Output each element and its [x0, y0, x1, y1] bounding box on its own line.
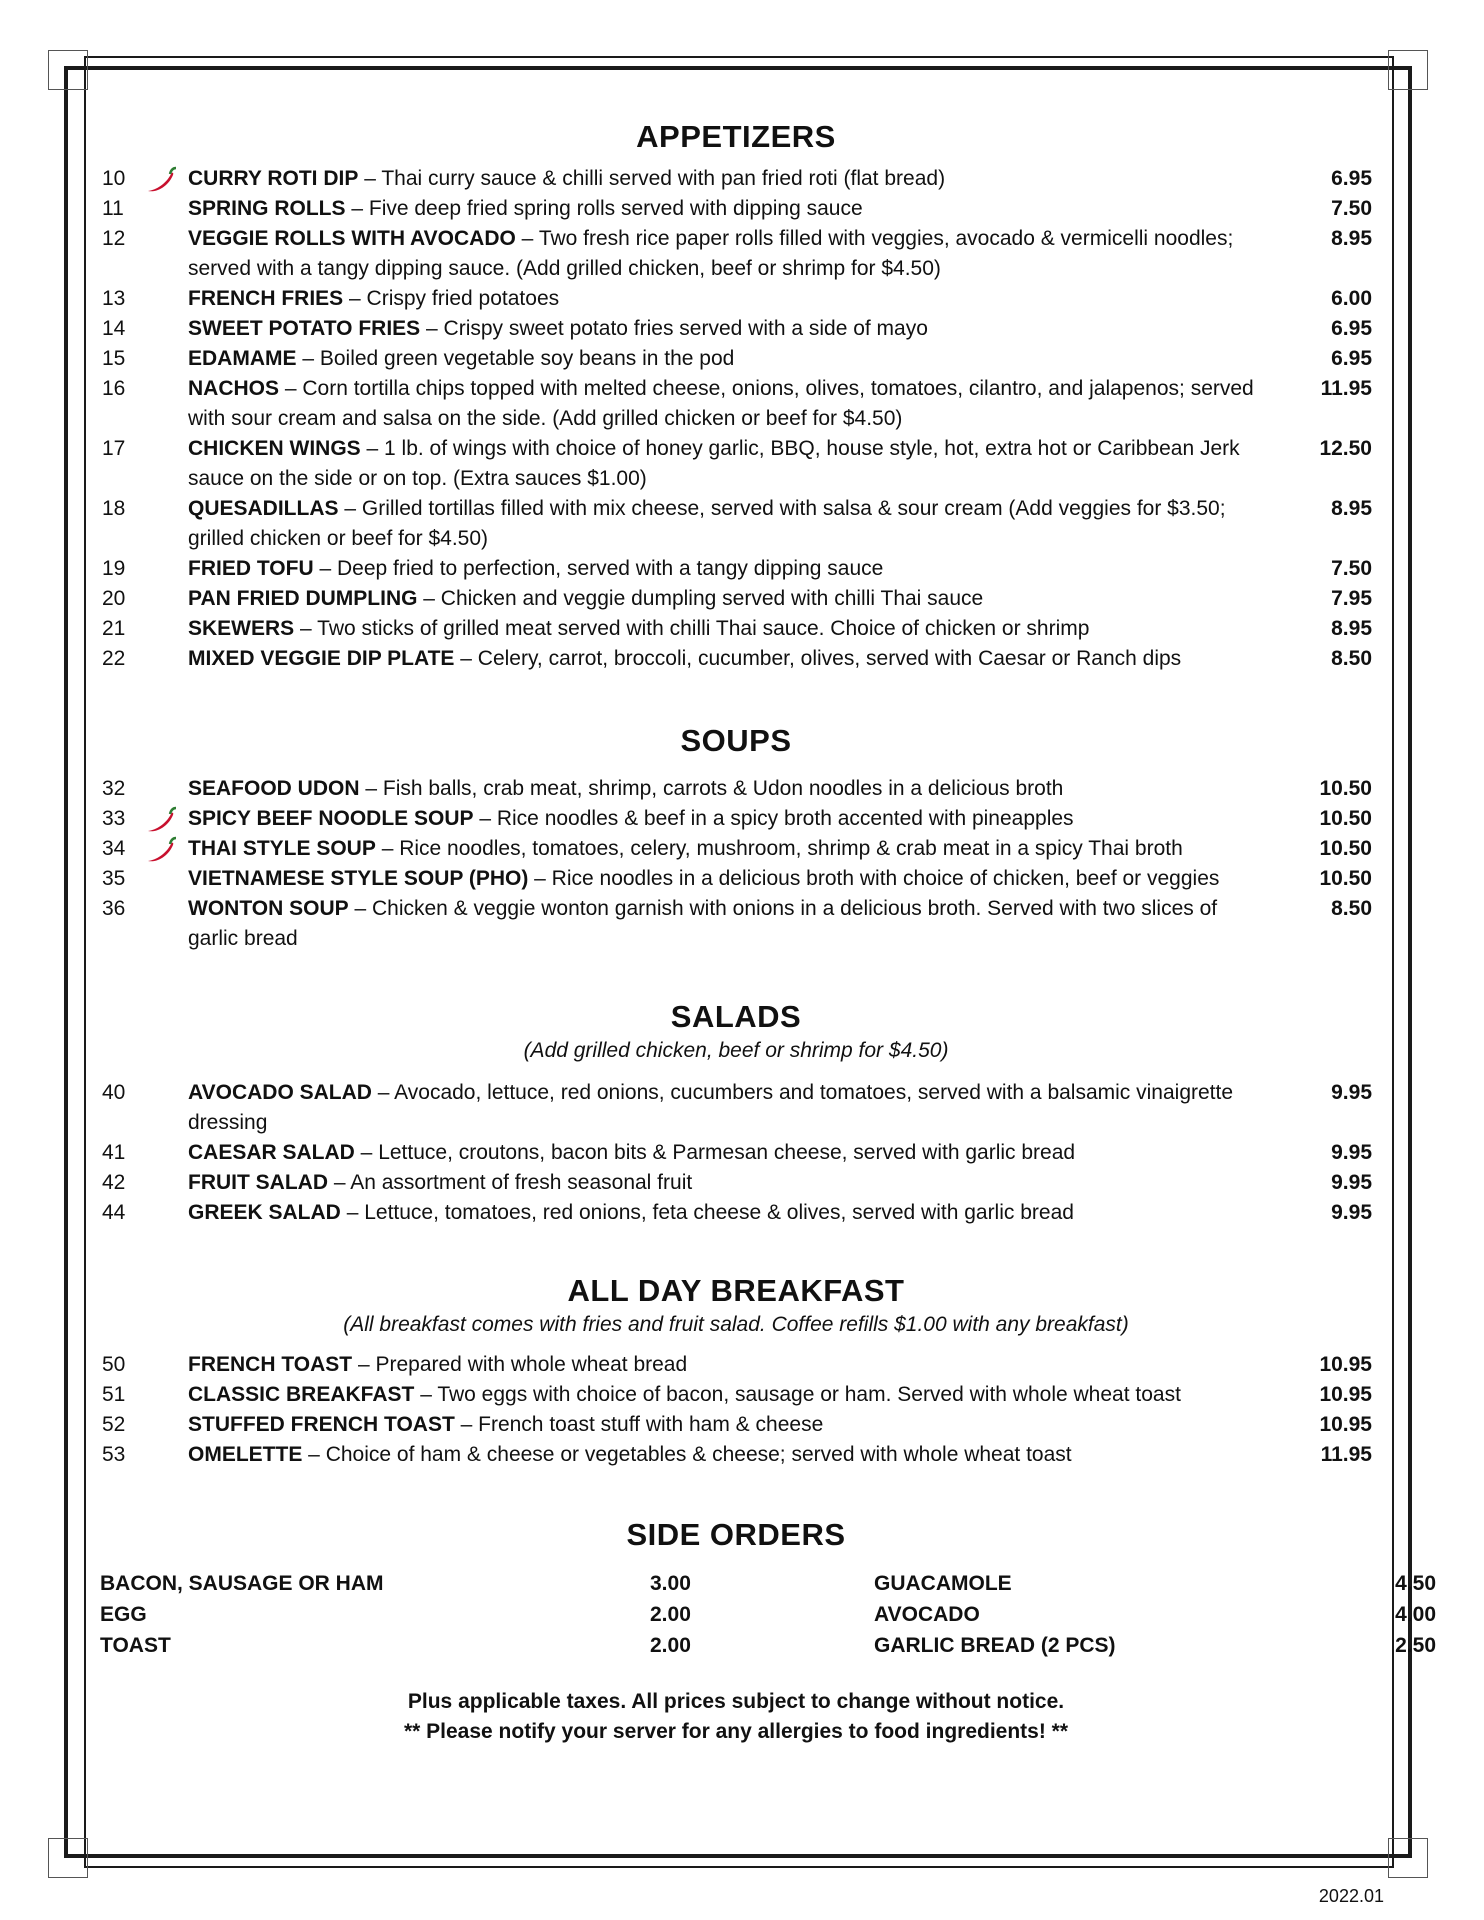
menu-item [100, 284, 1372, 314]
item-details: – Grilled tortillas filled with mix cheese, served with salsa & sour cream (Add veggies for $3.50; grilled chicken or beef for $4.50) [188, 497, 1226, 550]
appetizers-title: APPETIZERS [636, 119, 836, 154]
item-name: STUFFED FRENCH TOAST [188, 1413, 455, 1436]
spicy-indicator-slot [140, 314, 188, 344]
side-item-price: 2.50 [1395, 1634, 1436, 1657]
item-name: PAN FRIED DUMPLING [188, 587, 418, 610]
item-name: SKEWERS [188, 617, 295, 640]
menu-version: 2022.01 [1318, 1886, 1384, 1906]
item-description [188, 1198, 1260, 1228]
appetizers-list [100, 164, 1372, 674]
item-number: 42 [102, 1171, 126, 1194]
item-description [188, 554, 1260, 584]
spicy-indicator-slot [140, 374, 188, 434]
menu-content [100, 118, 1436, 1747]
item-number: 12 [102, 227, 126, 250]
item-name: CHICKEN WINGS [188, 437, 361, 460]
side-item-name: EGG [100, 1603, 147, 1626]
item-name: NACHOS [188, 377, 280, 400]
item-price: 10.50 [1319, 837, 1372, 860]
spicy-indicator-slot [140, 1198, 188, 1228]
item-price: 8.95 [1331, 617, 1372, 640]
side-item-name: GARLIC BREAD (2 PCS) [874, 1634, 1116, 1657]
item-number: 11 [102, 197, 124, 220]
salads-section [100, 998, 1372, 1228]
item-name: AVOCADO SALAD [188, 1081, 372, 1104]
item-description [188, 774, 1260, 804]
item-details: – Rice noodles in a delicious broth with choice of chicken, beef or veggies [528, 867, 1220, 890]
item-description [188, 834, 1260, 864]
item-description [188, 644, 1260, 674]
spicy-indicator-slot [140, 894, 188, 954]
item-price: 6.95 [1331, 317, 1372, 340]
item-details: – Chicken & veggie wonton garnish with onions in a delicious broth. Served with two slices of garlic bread [188, 897, 1218, 950]
item-price: 10.50 [1319, 867, 1372, 890]
item-details: – Rice noodles, tomatoes, celery, mushroom, shrimp & crab meat in a spicy Thai broth [375, 837, 1183, 860]
item-number: 44 [102, 1201, 126, 1224]
menu-item [100, 1168, 1372, 1198]
item-name: CLASSIC BREAKFAST [188, 1383, 415, 1406]
item-number: 53 [102, 1443, 126, 1466]
item-name: OMELETTE [188, 1443, 303, 1466]
item-details: – Corn tortilla chips topped with melted cheese, onions, olives, tomatoes, cilantro, and jalapenos; served with sour cream and salsa on the side. (Add grilled chicken or beef for $4.50) [188, 377, 1254, 430]
item-price: 9.95 [1331, 1141, 1372, 1164]
item-price: 6.95 [1331, 347, 1372, 370]
menu-item [100, 194, 1372, 224]
item-description [188, 1350, 1260, 1380]
menu-item [100, 1350, 1372, 1380]
spicy-indicator-slot [140, 644, 188, 674]
item-name: VEGGIE ROLLS WITH AVOCADO [188, 227, 516, 250]
item-number: 32 [102, 777, 126, 800]
menu-item [100, 374, 1372, 434]
side-item-price: 4.50 [1395, 1572, 1436, 1595]
item-description [188, 434, 1260, 494]
item-description [188, 804, 1260, 834]
item-name: QUESADILLAS [188, 497, 339, 520]
chili-pepper-icon [140, 804, 188, 834]
item-description [188, 1410, 1260, 1440]
menu-item [100, 554, 1372, 584]
item-name: FRIED TOFU [188, 557, 314, 580]
item-description [188, 494, 1260, 554]
spicy-indicator-slot [140, 1078, 188, 1138]
side-orders-title: SIDE ORDERS [626, 1517, 846, 1552]
appetizers-section [100, 118, 1372, 674]
side-item-price: 4.00 [1395, 1603, 1436, 1626]
side-orders-section [100, 1516, 1436, 1661]
item-price: 8.50 [1331, 647, 1372, 670]
spicy-indicator-slot [140, 1410, 188, 1440]
item-details: – Lettuce, tomatoes, red onions, feta cheese & olives, served with garlic bread [340, 1201, 1074, 1224]
item-number: 34 [102, 837, 126, 860]
side-item-name: GUACAMOLE [874, 1572, 1012, 1595]
item-details: – Chicken and veggie dumpling served with chilli Thai sauce [417, 587, 984, 610]
item-name: SEAFOOD UDON [188, 777, 360, 800]
item-description [188, 1168, 1260, 1198]
item-number: 16 [102, 377, 126, 400]
spicy-indicator-slot [140, 344, 188, 374]
item-details: – Five deep fried spring rolls served with dipping sauce [345, 197, 863, 220]
item-description [188, 194, 1260, 224]
chili-pepper-icon [140, 164, 188, 194]
menu-item [100, 1380, 1372, 1410]
item-details: – Prepared with whole wheat bread [352, 1353, 688, 1376]
menu-item [100, 614, 1372, 644]
spicy-indicator-slot [140, 1168, 188, 1198]
item-number: 20 [102, 587, 126, 610]
item-number: 36 [102, 897, 126, 920]
item-name: WONTON SOUP [188, 897, 349, 920]
soups-title: SOUPS [680, 723, 792, 758]
item-number: 50 [102, 1353, 126, 1376]
item-price: 9.95 [1331, 1201, 1372, 1224]
frame-corner-bottom-right [1388, 1838, 1428, 1878]
item-name: VIETNAMESE STYLE SOUP (PHO) [188, 867, 529, 890]
item-name: SWEET POTATO FRIES [188, 317, 421, 340]
item-details: – Choice of ham & cheese or vegetables & cheese; served with whole wheat toast [302, 1443, 1072, 1466]
frame-corner-bottom-left [48, 1838, 88, 1878]
breakfast-list [100, 1350, 1372, 1470]
item-details: – Rice noodles & beef in a spicy broth accented with pineapples [473, 807, 1074, 830]
item-details: – Celery, carrot, broccoli, cucumber, olives, served with Caesar or Ranch dips [454, 647, 1182, 670]
item-details: – Lettuce, croutons, bacon bits & Parmesan cheese, served with garlic bread [354, 1141, 1076, 1164]
footer-allergy-note: ** Please notify your server for any allergies to food ingredients! ** [403, 1720, 1069, 1743]
item-description [188, 344, 1260, 374]
spicy-indicator-slot [140, 284, 188, 314]
menu-footer [100, 1687, 1372, 1747]
spicy-indicator-slot [140, 584, 188, 614]
item-price: 10.50 [1319, 807, 1372, 830]
item-details: – Thai curry sauce & chilli served with pan fried roti (flat bread) [358, 167, 946, 190]
menu-item [100, 224, 1372, 284]
menu-item [100, 864, 1372, 894]
item-price: 8.95 [1331, 227, 1372, 250]
spicy-indicator-slot [140, 1380, 188, 1410]
item-number: 15 [102, 347, 126, 370]
item-description [188, 224, 1260, 284]
item-details: – An assortment of fresh seasonal fruit [328, 1171, 693, 1194]
salads-note: (Add grilled chicken, beef or shrimp for $4.50) [523, 1039, 949, 1062]
side-item-price: 3.00 [650, 1572, 691, 1595]
breakfast-section [100, 1272, 1372, 1470]
item-description [188, 894, 1260, 954]
spicy-indicator-slot [140, 614, 188, 644]
item-number: 52 [102, 1413, 126, 1436]
spicy-indicator-slot [140, 1440, 188, 1470]
item-name: GREEK SALAD [188, 1201, 341, 1224]
breakfast-note: (All breakfast comes with fries and fruit salad. Coffee refills $1.00 with any breakfast) [343, 1313, 1129, 1336]
side-item-price: 2.00 [650, 1634, 691, 1657]
item-number: 51 [102, 1383, 126, 1406]
item-name: THAI STYLE SOUP [188, 837, 376, 860]
item-details: – French toast stuff with ham & cheese [454, 1413, 824, 1436]
item-name: FRENCH FRIES [188, 287, 344, 310]
item-name: CURRY ROTI DIP [188, 167, 359, 190]
item-description [188, 314, 1260, 344]
item-price: 7.50 [1331, 557, 1372, 580]
item-description [188, 1440, 1260, 1470]
item-price: 10.50 [1319, 777, 1372, 800]
soups-section [100, 722, 1372, 954]
menu-item [100, 584, 1372, 614]
item-number: 17 [102, 437, 126, 460]
spicy-indicator-slot [140, 434, 188, 494]
side-item-price: 2.00 [650, 1603, 691, 1626]
spicy-indicator-slot [140, 1350, 188, 1380]
item-price: 8.95 [1331, 497, 1372, 520]
side-orders-grid [100, 1568, 1436, 1661]
item-price: 9.95 [1331, 1081, 1372, 1104]
spicy-indicator-slot [140, 864, 188, 894]
soups-list [100, 774, 1372, 954]
item-price: 11.95 [1320, 1443, 1372, 1466]
item-name: FRUIT SALAD [188, 1171, 328, 1194]
menu-item [100, 1410, 1372, 1440]
side-item-name: BACON, SAUSAGE OR HAM [100, 1572, 384, 1595]
item-description [188, 284, 1260, 314]
menu-item [100, 314, 1372, 344]
item-price: 8.50 [1331, 897, 1372, 920]
item-description [188, 374, 1260, 434]
menu-item [100, 1198, 1372, 1228]
item-name: CAESAR SALAD [188, 1141, 355, 1164]
menu-item [100, 894, 1372, 954]
item-details: – 1 lb. of wings with choice of honey garlic, BBQ, house style, hot, extra hot or Caribbean Jerk sauce on the side or on top. (Extra sauces $1.00) [188, 437, 1240, 490]
item-price: 12.50 [1319, 437, 1372, 460]
chili-pepper-icon [140, 834, 188, 864]
item-number: 35 [102, 867, 126, 890]
item-description [188, 614, 1260, 644]
item-details: – Two eggs with choice of bacon, sausage or ham. Served with whole wheat toast [414, 1383, 1181, 1406]
item-number: 18 [102, 497, 126, 520]
menu-item [100, 774, 1372, 804]
item-price: 6.95 [1331, 167, 1372, 190]
item-details: – Two sticks of grilled meat served with chilli Thai sauce. Choice of chicken or shrimp [294, 617, 1090, 640]
item-description [188, 584, 1260, 614]
item-number: 33 [102, 807, 126, 830]
item-name: FRENCH TOAST [188, 1353, 353, 1376]
item-price: 10.95 [1319, 1413, 1372, 1436]
item-number: 41 [102, 1141, 126, 1164]
item-name: SPICY BEEF NOODLE SOUP [188, 807, 474, 830]
item-details: – Two fresh rice paper rolls filled with veggies, avocado & vermicelli noodles; served with a tangy dipping sauce. (Add grilled chicken, beef or shrimp for $4.50) [188, 227, 1234, 280]
spicy-indicator-slot [140, 774, 188, 804]
item-price: 10.95 [1319, 1383, 1372, 1406]
item-description [188, 164, 1260, 194]
side-item-name: TOAST [100, 1634, 171, 1657]
item-number: 21 [102, 617, 126, 640]
spicy-indicator-slot [140, 1138, 188, 1168]
salads-list [100, 1078, 1372, 1228]
item-price: 6.00 [1331, 287, 1372, 310]
spicy-indicator-slot [140, 194, 188, 224]
salads-title: SALADS [670, 999, 802, 1034]
item-details: – Deep fried to perfection, served with a tangy dipping sauce [313, 557, 884, 580]
item-number: 22 [102, 647, 126, 670]
item-details: – Avocado, lettuce, red onions, cucumbers and tomatoes, served with a balsamic vinaigrette dressing [188, 1081, 1234, 1134]
item-details: – Boiled green vegetable soy beans in the pod [296, 347, 735, 370]
item-number: 14 [102, 317, 126, 340]
menu-item [100, 1138, 1372, 1168]
item-description [188, 864, 1260, 894]
frame-corner-top-right [1388, 50, 1428, 90]
item-description [188, 1138, 1260, 1168]
menu-item [100, 344, 1372, 374]
menu-item [100, 804, 1372, 834]
spicy-indicator-slot [140, 224, 188, 284]
footer-taxes-note: Plus applicable taxes. All prices subject to change without notice. [407, 1690, 1065, 1713]
item-name: SPRING ROLLS [188, 197, 346, 220]
breakfast-title: ALL DAY BREAKFAST [567, 1273, 905, 1308]
menu-item [100, 1078, 1372, 1138]
item-price: 9.95 [1331, 1171, 1372, 1194]
item-price: 7.95 [1331, 587, 1372, 610]
menu-item [100, 834, 1372, 864]
menu-item [100, 164, 1372, 194]
frame-corner-top-left [48, 50, 88, 90]
spicy-indicator-slot [140, 554, 188, 584]
item-price: 7.50 [1331, 197, 1372, 220]
menu-item [100, 1440, 1372, 1470]
menu-item [100, 434, 1372, 494]
item-description [188, 1380, 1260, 1410]
item-number: 10 [102, 167, 126, 190]
item-number: 19 [102, 557, 126, 580]
side-item-name: AVOCADO [874, 1603, 980, 1626]
item-price: 10.95 [1319, 1353, 1372, 1376]
item-number: 13 [102, 287, 126, 310]
item-details: – Fish balls, crab meat, shrimp, carrots & Udon noodles in a delicious broth [359, 777, 1064, 800]
item-price: 11.95 [1320, 377, 1372, 400]
menu-item [100, 644, 1372, 674]
item-number: 40 [102, 1081, 126, 1104]
item-name: EDAMAME [188, 347, 297, 370]
item-description [188, 1078, 1260, 1138]
item-details: – Crispy sweet potato fries served with a side of mayo [420, 317, 928, 340]
item-details: – Crispy fried potatoes [343, 287, 560, 310]
menu-item [100, 494, 1372, 554]
spicy-indicator-slot [140, 494, 188, 554]
item-name: MIXED VEGGIE DIP PLATE [188, 647, 455, 670]
